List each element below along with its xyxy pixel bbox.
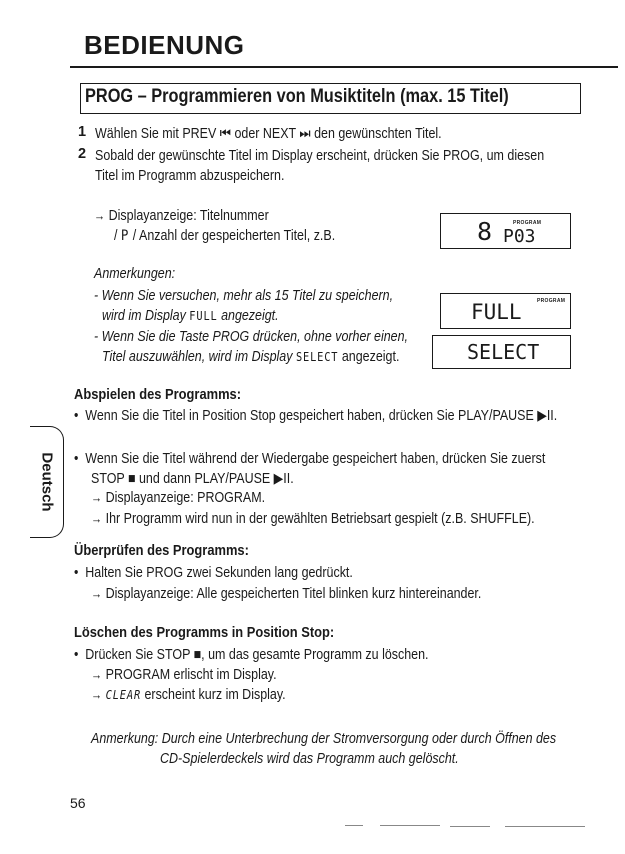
play-heading: Abspielen des Programms: [74, 386, 242, 403]
notes-heading: Anmerkungen: [94, 266, 176, 282]
arrow-icon: → [91, 586, 103, 601]
step-number: 1 [78, 124, 87, 140]
scan-speck [505, 826, 585, 827]
step-2-text: Sobald der gewünschte Titel im Display erscheint, drücken Sie PROG, um diesen Titel im Programm abzuspeichern. [95, 148, 545, 184]
play-bullet-2-line2: STOP ■ und dann PLAY/PAUSE ▶II. [91, 471, 294, 487]
remark-line2: CD-Spielerdeckels wird das Programm auch gelöscht. [160, 751, 459, 767]
check-arrow: → Displayanzeige: Alle gespeicherten Titel blinken kurz hintereinander. [91, 586, 482, 602]
arrow-icon: → [94, 208, 106, 223]
scan-speck [380, 825, 440, 826]
check-bullet: • Halten Sie PROG zwei Sekunden lang gedrückt. [74, 565, 353, 581]
delete-arrow-2: → CLEAR erscheint kurz im Display. [91, 687, 286, 703]
lcd-display-full: FULL PROGRAM [440, 293, 571, 329]
arrow-icon: → [91, 511, 103, 526]
play-arrow-2: → Ihr Programm wird nun in der gewählten Betriebsart gespielt (z.B. SHUFFLE). [91, 511, 535, 527]
prev-icon: ⏮ [219, 126, 231, 142]
arrow-icon: → [91, 687, 103, 702]
scan-speck [450, 826, 490, 827]
title-rule [70, 66, 618, 68]
lcd-display-track: 8 PROGRAM P03 [440, 213, 571, 249]
scan-speck [345, 825, 363, 826]
lcd-display-select: SELECT [432, 335, 571, 369]
display-info-line2: / P / Anzahl der gespeicherten Titel, z.B. [114, 228, 336, 244]
delete-heading: Löschen des Programms in Position Stop: [74, 624, 335, 641]
step-number: 2 [78, 146, 87, 162]
display-info: → Displayanzeige: Titelnummer [94, 208, 269, 224]
note-2: - Wenn Sie die Taste PROG drücken, ohne vorher einen, [94, 329, 409, 345]
note-1: - Wenn Sie versuchen, mehr als 15 Titel zu speichern, [94, 288, 394, 304]
play-arrow-1: → Displayanzeige: PROGRAM. [91, 490, 266, 506]
check-heading: Überprüfen des Programms: [74, 542, 249, 559]
step-1-text: Wählen Sie mit PREV ⏮ oder NEXT ⏭ den gewünschten Titel. [95, 126, 442, 142]
arrow-icon: → [91, 667, 103, 682]
language-tab-label: Deutsch [38, 452, 56, 512]
note-2-line2: Titel auszuwählen, wird im Display SELECT angezeigt. [102, 349, 400, 365]
remark: Anmerkung: Durch eine Unterbrechung der Stromversorgung oder durch Öffnen des [91, 731, 557, 747]
note-1-line2: wird im Display FULL angezeigt. [102, 308, 279, 324]
play-bullet-1: • Wenn Sie die Titel in Position Stop gespeichert haben, drücken Sie PLAY/PAUSE ▶II. [74, 408, 558, 424]
arrow-icon: → [91, 490, 103, 505]
page-title: BEDIENUNG [84, 30, 245, 60]
section-title: PROG – Programmieren von Musiktiteln (max. 15 Titel) [85, 86, 509, 107]
delete-arrow-1: → PROGRAM erlischt im Display. [91, 667, 277, 683]
delete-bullet: • Drücken Sie STOP ■, um das gesamte Programm zu löschen. [74, 647, 429, 663]
play-bullet-2: • Wenn Sie die Titel während der Wiedergabe gespeichert haben, drücken Sie zuerst [74, 451, 546, 467]
next-icon: ⏭ [299, 126, 311, 142]
page-number: 56 [70, 795, 86, 811]
